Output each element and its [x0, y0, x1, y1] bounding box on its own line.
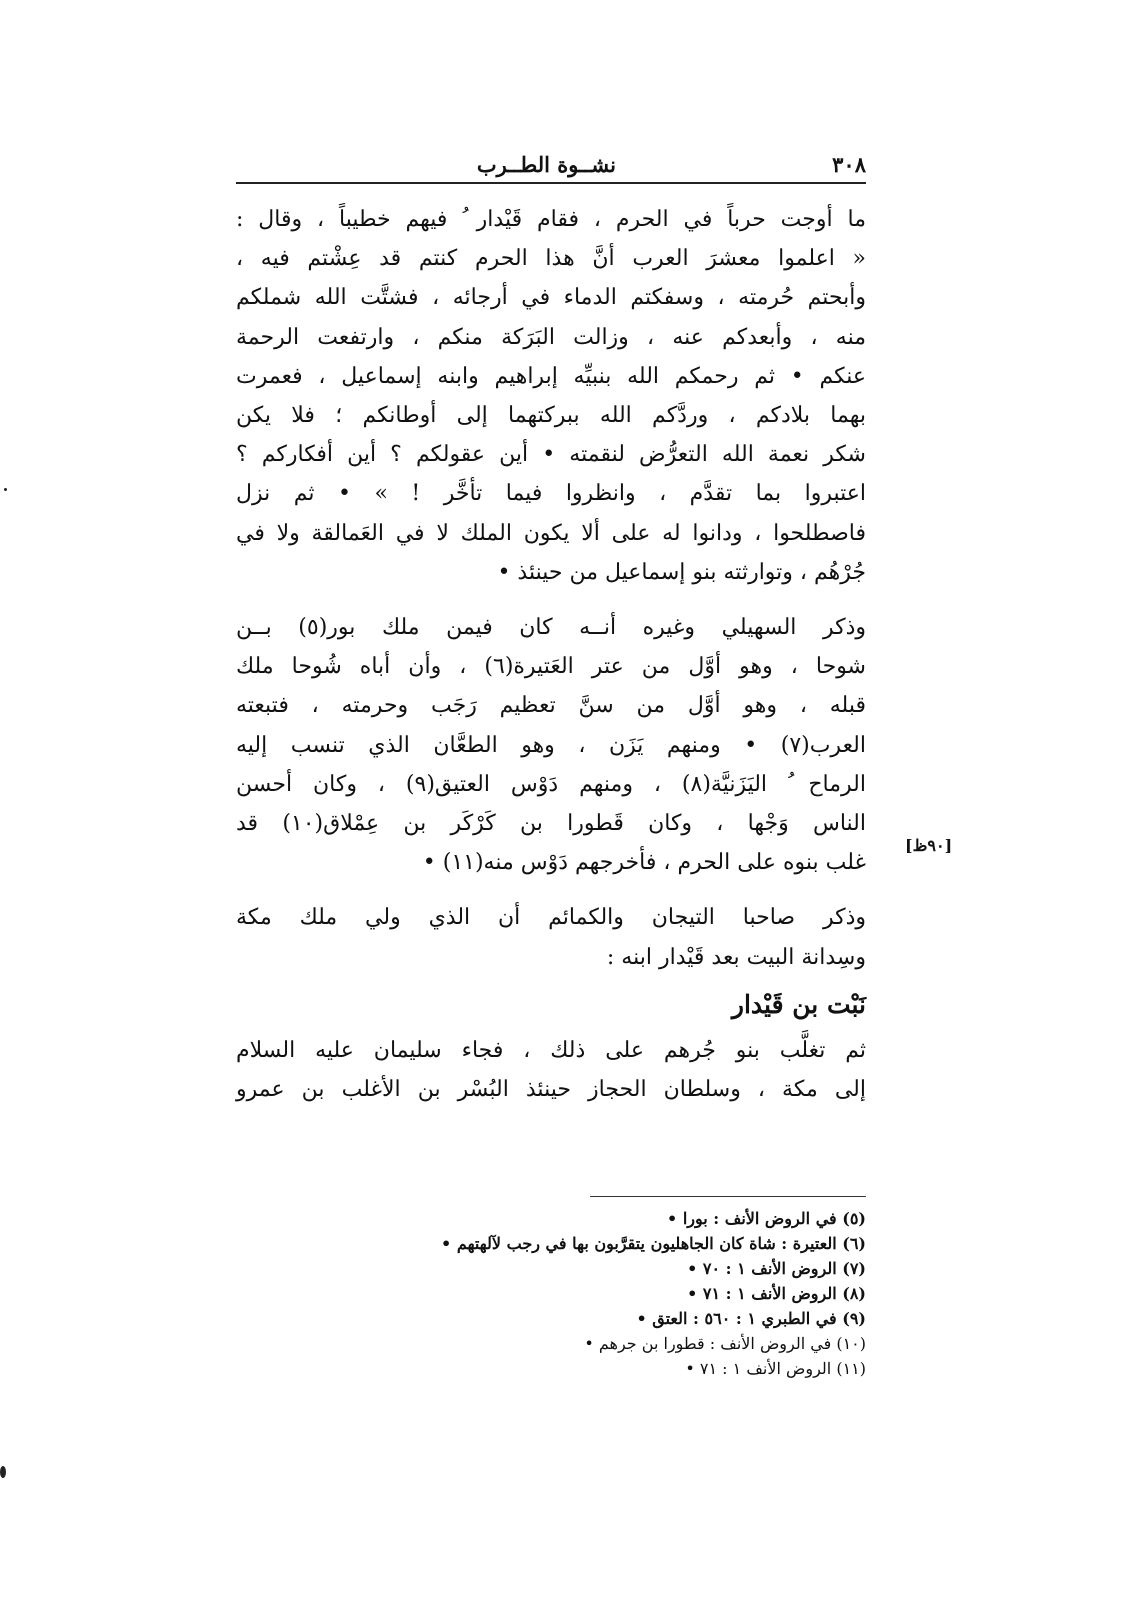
text-line: ما أوجت حرباً في الحرم ، فقام قَيْدار ُ فيهم خطيباً ، وقال : — [236, 207, 866, 232]
footnote: (٥) في الروض الأنف : بورا • — [667, 1209, 866, 1228]
running-header — [236, 150, 866, 184]
text-line: وأبحتم حُرمته ، وسفكتم الدماء في أرجائه ، فشتَّت الله شملكم — [236, 285, 866, 311]
paragraph-4 — [236, 1031, 866, 1109]
text-line: عنكم • ثم رحمكم الله بنبيِّه إبراهيم وابنه إسماعيل ، فعمرت — [236, 363, 866, 389]
scan-speck — [4, 488, 7, 491]
margin-folio-note: [٩٠ظ] — [905, 836, 953, 855]
text-line: غلب بنوه على الحرم ، فأخرجهم دَوْس منه(١١) • — [422, 850, 866, 876]
footnote: (١٠) في الروض الأنف : قطورا بن جرهم • — [584, 1334, 866, 1353]
footnotes — [236, 1206, 866, 1381]
text-line: « اعلموا معشرَ العرب أنَّ هذا الحرم كنتم قد عِشْتم فيه ، — [236, 246, 866, 272]
footnote: (٩) في الطبري ١ : ٥٦٠ : العتق • — [636, 1309, 866, 1328]
text-line: فاصطلحوا ، ودانوا له على ألا يكون الملك لا في العَمالقة ولا في — [236, 520, 866, 546]
section-heading: نَبْت بن قَيْدار — [731, 989, 866, 1019]
footnote: (٦) العتيرة : شاة كان الجاهليون يتقرَّبون بها في رجب لآلهتهم • — [441, 1234, 866, 1253]
scan-speck — [0, 1466, 6, 1478]
text-line: الناس وَجْها ، وكان قَطورا بن كَرْكَر بن عِمْلاق(١٠) قد — [236, 811, 866, 837]
text-line: شكر نعمة الله التعرُّض لنقمته • أين عقولكم ؟ أين أفكاركم ؟ — [236, 442, 866, 468]
text-line: الرماح ُ اليَزَنيَّة(٨) ، ومنهم دَوْس العتيق(٩) ، وكان أحسن — [236, 771, 866, 797]
paragraph-1 — [236, 200, 866, 592]
footnote: (١١) الروض الأنف ١ : ٧١ • — [685, 1359, 866, 1378]
text-line: العرب(٧) • ومنهم يَزَن ، وهو الطعَّان الذي تنسب إليه — [236, 732, 867, 758]
text-line: منه ، وأبعدكم عنه ، وزالت البَرَكة منكم ، وارتفعت الرحمة — [236, 324, 866, 350]
text-line: إلى مكة ، وسلطان الحجاز حينئذ البُسْر بن الأغلب بن عمرو — [236, 1077, 866, 1103]
text-line: اعتبروا بما تقدَّم ، وانظروا فيما تأخَّر ! » • ثم نزل — [236, 481, 866, 507]
footnote: (٧) الروض الأنف ١ : ٧٠ • — [687, 1259, 866, 1278]
text-line: جُرْهُم ، وتوارثته بنو إسماعيل من حينئذ • — [497, 559, 866, 585]
main-text — [236, 200, 866, 1109]
text-line: وذكر السهيلي وغيره أنــه كان فيمن ملك بور(٥) بــن — [236, 615, 866, 641]
text-line: وسِدانة البيت بعد قَيْدار ابنه : — [606, 944, 866, 970]
text-line: قبله ، وهو أوَّل من سنَّ تعظيم رَجَب وحرمته ، فتبعته — [236, 693, 866, 719]
paragraph-3 — [236, 898, 866, 976]
text-line: بهما بلادكم ، وردَّكم الله ببركتهما إلى أوطانكم ؛ فلا يكن — [236, 403, 866, 429]
footnote-separator — [590, 1196, 866, 1197]
paragraph-2 — [236, 608, 866, 882]
text-line: شوحا ، وهو أوَّل من عتر العَتيرة(٦) ، وأن أباه شُوحا ملك — [236, 654, 866, 680]
book-title: نشــوة الطــرب — [476, 152, 616, 177]
page-number: ٣٠٨ — [832, 152, 866, 177]
footnote: (٨) الروض الأنف ١ : ٧١ • — [687, 1284, 866, 1303]
text-line: ثم تغلَّب بنو جُرهم على ذلك ، فجاء سليمان عليه السلام — [236, 1037, 866, 1063]
text-line: وذكر صاحبا التيجان والكمائم أن الذي ولي ملك مكة — [236, 905, 866, 931]
